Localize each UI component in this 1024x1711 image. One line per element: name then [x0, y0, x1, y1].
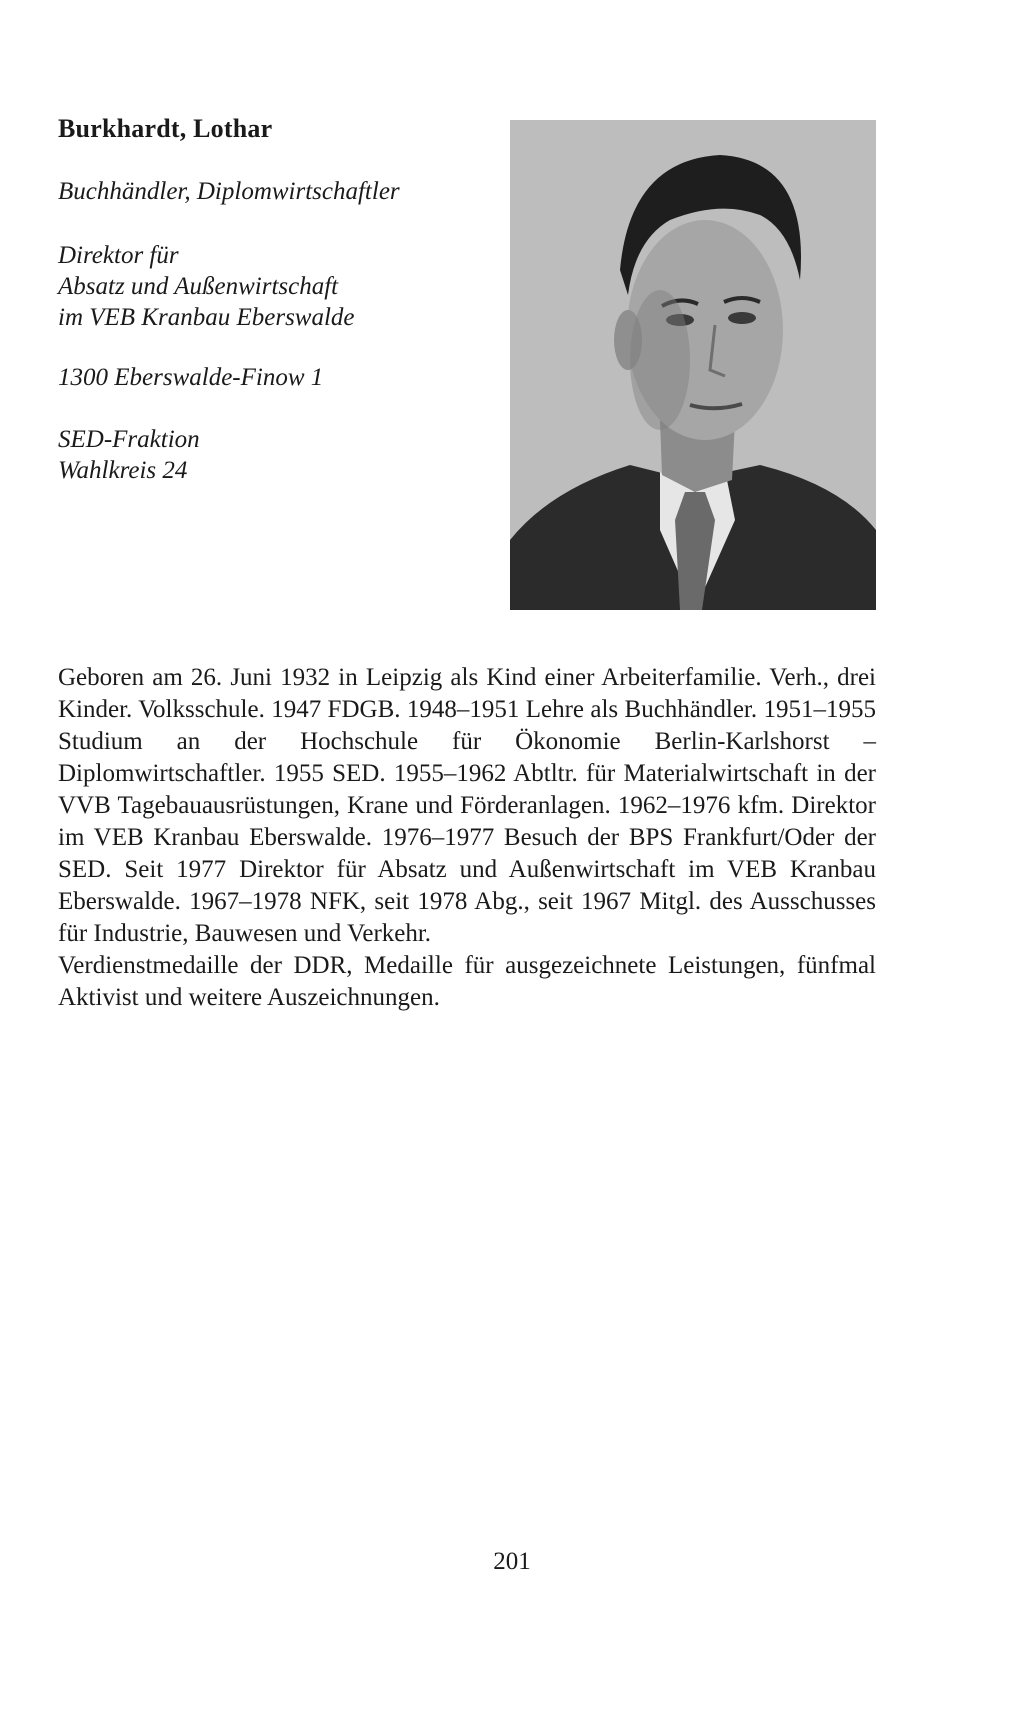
position-line: Direktor für — [58, 242, 179, 269]
biography-paragraph: Geboren am 26. Juni 1932 in Leipzig als Kind einer Arbeiterfamilie. Verh., drei Kinder. Volksschule. 1947 FDGB. 1948–1951 Lehre als Buchhändler. 1951–1955 Studium an der Hochschule für Ökonomie Berlin-Karlshorst – Diplomwirtschaftler. 1955 SED. 1955–1962 Abtltr. für Materialwirtschaft in der VVB Tagebauausrüstungen, Krane und Förderanlagen. 1962–1976 kfm. Direktor im VEB Kranbau Eberswalde. 1976–1977 Besuch der BPS Frankfurt/Oder der SED. Seit 1977 Direktor für Absatz und Außenwirtschaft im VEB Kranbau Eberswalde. 1967–1978 NFK, seit 1978 Abg., seit 1967 Mitgl. des Ausschusses für Industrie, Bauwesen und Verkehr. — [58, 664, 876, 947]
awards-paragraph: Verdienstmedaille der DDR, Medaille für ausgezeichnete Leistungen, fünfmal Aktivist und weitere Auszeichnungen. — [58, 952, 876, 1011]
constituency: Wahlkreis 24 — [58, 457, 188, 484]
position-line: im VEB Kranbau Eberswalde — [58, 304, 355, 331]
face-shadow — [630, 290, 690, 430]
biography — [58, 662, 876, 1014]
portrait-photo — [510, 120, 876, 610]
person-name: Burkhardt, Lothar — [58, 114, 273, 143]
portrait-illustration — [510, 120, 876, 610]
position-line: Absatz und Außenwirtschaft — [58, 273, 339, 300]
address: 1300 Eberswalde-Finow 1 — [58, 364, 324, 391]
position — [58, 240, 498, 333]
faction: SED-Fraktion — [58, 426, 200, 453]
page-number: 201 — [493, 1548, 531, 1575]
profession: Buchhändler, Diplomwirtschaftler — [58, 178, 400, 205]
faction-info — [58, 424, 498, 486]
eye-shape — [728, 312, 756, 324]
